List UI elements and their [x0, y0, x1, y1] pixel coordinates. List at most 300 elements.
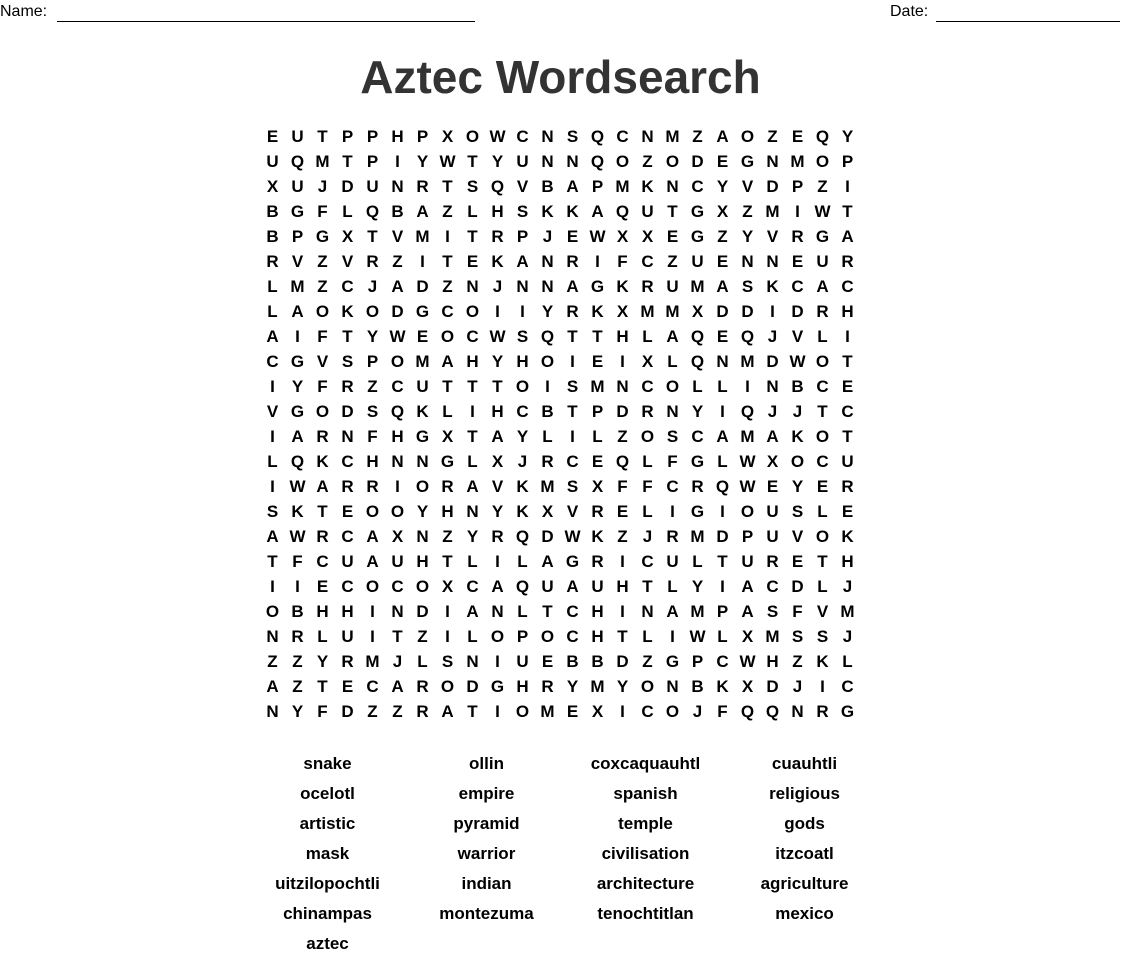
- grid-letter[interactable]: X: [391, 526, 404, 546]
- grid-letter[interactable]: E: [816, 476, 829, 496]
- grid-letter[interactable]: P: [591, 176, 604, 196]
- grid-letter[interactable]: O: [515, 376, 530, 396]
- grid-letter[interactable]: T: [492, 376, 503, 396]
- grid-letter[interactable]: R: [266, 251, 279, 271]
- grid-letter[interactable]: R: [341, 651, 354, 671]
- grid-letter[interactable]: O: [265, 601, 280, 621]
- grid-letter[interactable]: D: [791, 301, 804, 321]
- grid-letter[interactable]: D: [716, 301, 729, 321]
- grid-letter[interactable]: W: [589, 226, 606, 246]
- grid-letter[interactable]: D: [716, 526, 729, 546]
- grid-letter[interactable]: L: [642, 326, 653, 346]
- grid-letter[interactable]: H: [491, 401, 504, 421]
- grid-letter[interactable]: O: [465, 301, 480, 321]
- grid-letter[interactable]: M: [690, 601, 705, 621]
- grid-letter[interactable]: Z: [717, 226, 728, 246]
- grid-letter[interactable]: P: [591, 401, 604, 421]
- grid-letter[interactable]: D: [416, 276, 429, 296]
- grid-letter[interactable]: O: [640, 426, 655, 446]
- grid-letter[interactable]: H: [441, 501, 454, 521]
- grid-letter[interactable]: Z: [317, 251, 328, 271]
- grid-letter[interactable]: Y: [566, 676, 579, 696]
- grid-letter[interactable]: R: [491, 226, 504, 246]
- grid-letter[interactable]: O: [315, 401, 330, 421]
- grid-letter[interactable]: E: [666, 226, 679, 246]
- grid-letter[interactable]: U: [291, 126, 304, 146]
- grid-letter[interactable]: X: [716, 201, 729, 221]
- grid-letter[interactable]: I: [545, 376, 550, 396]
- grid-letter[interactable]: K: [541, 201, 554, 221]
- grid-letter[interactable]: I: [270, 576, 275, 596]
- grid-letter[interactable]: W: [289, 476, 306, 496]
- grid-letter[interactable]: U: [366, 176, 379, 196]
- grid-letter[interactable]: I: [620, 701, 625, 721]
- grid-letter[interactable]: C: [841, 401, 854, 421]
- grid-letter[interactable]: E: [716, 326, 729, 346]
- grid-letter[interactable]: P: [791, 176, 804, 196]
- grid-letter[interactable]: M: [415, 351, 430, 371]
- grid-letter[interactable]: M: [765, 626, 780, 646]
- grid-letter[interactable]: D: [741, 301, 754, 321]
- grid-letter[interactable]: Z: [442, 276, 453, 296]
- grid-letter[interactable]: D: [766, 176, 779, 196]
- grid-letter[interactable]: M: [740, 426, 755, 446]
- grid-letter[interactable]: R: [416, 676, 429, 696]
- grid-letter[interactable]: Y: [791, 476, 804, 496]
- grid-letter[interactable]: R: [766, 551, 779, 571]
- grid-letter[interactable]: G: [290, 351, 305, 371]
- grid-letter[interactable]: J: [367, 276, 378, 296]
- grid-letter[interactable]: C: [816, 451, 829, 471]
- grid-letter[interactable]: I: [395, 151, 400, 171]
- grid-letter[interactable]: P: [741, 526, 754, 546]
- grid-letter[interactable]: X: [266, 176, 279, 196]
- grid-letter[interactable]: J: [492, 276, 503, 296]
- grid-letter[interactable]: Q: [540, 326, 555, 346]
- grid-letter[interactable]: K: [416, 401, 429, 421]
- grid-letter[interactable]: O: [815, 151, 830, 171]
- grid-letter[interactable]: B: [541, 401, 554, 421]
- grid-letter[interactable]: M: [790, 151, 805, 171]
- grid-letter[interactable]: G: [690, 226, 705, 246]
- grid-letter[interactable]: U: [291, 176, 304, 196]
- grid-letter[interactable]: O: [665, 701, 680, 721]
- grid-letter[interactable]: K: [316, 451, 329, 471]
- grid-letter[interactable]: N: [616, 376, 629, 396]
- grid-letter[interactable]: V: [791, 526, 804, 546]
- grid-letter[interactable]: O: [515, 701, 530, 721]
- grid-letter[interactable]: T: [317, 501, 328, 521]
- grid-letter[interactable]: L: [642, 451, 653, 471]
- grid-letter[interactable]: A: [766, 426, 779, 446]
- grid-letter[interactable]: L: [667, 576, 678, 596]
- grid-letter[interactable]: R: [591, 551, 604, 571]
- grid-letter[interactable]: B: [266, 226, 279, 246]
- grid-letter[interactable]: O: [465, 126, 480, 146]
- grid-letter[interactable]: I: [445, 601, 450, 621]
- grid-letter[interactable]: S: [366, 401, 379, 421]
- grid-letter[interactable]: C: [366, 676, 379, 696]
- grid-letter[interactable]: S: [466, 176, 479, 196]
- grid-letter[interactable]: W: [439, 151, 456, 171]
- grid-letter[interactable]: V: [791, 326, 804, 346]
- grid-letter[interactable]: L: [667, 351, 678, 371]
- grid-letter[interactable]: F: [367, 426, 378, 446]
- grid-letter[interactable]: C: [841, 676, 854, 696]
- grid-letter[interactable]: D: [391, 301, 404, 321]
- grid-letter[interactable]: A: [416, 201, 429, 221]
- grid-letter[interactable]: O: [390, 351, 405, 371]
- grid-letter[interactable]: A: [366, 551, 379, 571]
- grid-letter[interactable]: A: [466, 601, 479, 621]
- grid-letter[interactable]: L: [467, 626, 478, 646]
- grid-letter[interactable]: A: [716, 276, 729, 296]
- grid-letter[interactable]: O: [740, 126, 755, 146]
- grid-letter[interactable]: H: [766, 651, 779, 671]
- grid-letter[interactable]: A: [491, 426, 504, 446]
- grid-letter[interactable]: M: [540, 476, 555, 496]
- grid-letter[interactable]: X: [766, 451, 779, 471]
- grid-letter[interactable]: T: [442, 251, 453, 271]
- grid-letter[interactable]: N: [641, 601, 654, 621]
- grid-letter[interactable]: Y: [416, 151, 429, 171]
- grid-letter[interactable]: Q: [590, 126, 605, 146]
- grid-letter[interactable]: H: [591, 601, 604, 621]
- grid-letter[interactable]: A: [716, 426, 729, 446]
- grid-letter[interactable]: N: [466, 651, 479, 671]
- grid-letter[interactable]: A: [391, 276, 404, 296]
- grid-letter[interactable]: V: [516, 176, 529, 196]
- grid-letter[interactable]: U: [816, 251, 829, 271]
- grid-letter[interactable]: R: [591, 501, 604, 521]
- grid-letter[interactable]: E: [616, 501, 629, 521]
- grid-letter[interactable]: Q: [615, 451, 630, 471]
- grid-letter[interactable]: S: [791, 501, 804, 521]
- grid-letter[interactable]: W: [739, 451, 756, 471]
- grid-letter[interactable]: L: [692, 551, 703, 571]
- grid-letter[interactable]: I: [495, 701, 500, 721]
- grid-letter[interactable]: C: [341, 276, 354, 296]
- grid-letter[interactable]: O: [665, 376, 680, 396]
- grid-letter[interactable]: T: [367, 226, 378, 246]
- grid-letter[interactable]: U: [841, 451, 854, 471]
- grid-letter[interactable]: H: [316, 601, 329, 621]
- grid-letter[interactable]: E: [791, 126, 804, 146]
- grid-letter[interactable]: T: [667, 201, 678, 221]
- grid-letter[interactable]: P: [291, 226, 304, 246]
- grid-letter[interactable]: K: [516, 476, 529, 496]
- grid-letter[interactable]: R: [341, 376, 354, 396]
- grid-letter[interactable]: R: [316, 426, 329, 446]
- grid-letter[interactable]: U: [266, 151, 279, 171]
- grid-letter[interactable]: O: [315, 301, 330, 321]
- grid-letter[interactable]: T: [317, 126, 328, 146]
- grid-letter[interactable]: X: [491, 451, 504, 471]
- grid-letter[interactable]: U: [541, 576, 554, 596]
- grid-letter[interactable]: R: [541, 676, 554, 696]
- grid-letter[interactable]: Q: [490, 176, 505, 196]
- grid-letter[interactable]: X: [641, 351, 654, 371]
- grid-letter[interactable]: W: [789, 351, 806, 371]
- grid-letter[interactable]: N: [466, 276, 479, 296]
- grid-letter[interactable]: X: [741, 626, 754, 646]
- grid-letter[interactable]: Y: [541, 301, 554, 321]
- grid-letter[interactable]: E: [416, 326, 429, 346]
- grid-letter[interactable]: L: [267, 301, 278, 321]
- grid-letter[interactable]: Z: [442, 201, 453, 221]
- grid-letter[interactable]: B: [391, 201, 404, 221]
- grid-letter[interactable]: Y: [491, 151, 504, 171]
- grid-letter[interactable]: A: [566, 576, 579, 596]
- grid-letter[interactable]: K: [791, 426, 804, 446]
- grid-letter[interactable]: H: [841, 551, 854, 571]
- grid-letter[interactable]: Y: [841, 126, 854, 146]
- grid-letter[interactable]: Y: [691, 401, 704, 421]
- grid-letter[interactable]: K: [641, 176, 654, 196]
- grid-letter[interactable]: P: [691, 651, 704, 671]
- grid-letter[interactable]: T: [567, 401, 578, 421]
- grid-letter[interactable]: L: [267, 451, 278, 471]
- grid-letter[interactable]: M: [590, 676, 605, 696]
- grid-letter[interactable]: Q: [615, 201, 630, 221]
- grid-letter[interactable]: D: [341, 176, 354, 196]
- grid-letter[interactable]: O: [815, 426, 830, 446]
- grid-letter[interactable]: F: [317, 376, 328, 396]
- grid-letter[interactable]: C: [641, 701, 654, 721]
- grid-letter[interactable]: U: [691, 251, 704, 271]
- grid-letter[interactable]: N: [766, 251, 779, 271]
- grid-letter[interactable]: H: [841, 301, 854, 321]
- grid-letter[interactable]: Q: [290, 451, 305, 471]
- grid-letter[interactable]: I: [845, 326, 850, 346]
- grid-letter[interactable]: E: [841, 376, 854, 396]
- grid-letter[interactable]: I: [620, 351, 625, 371]
- grid-letter[interactable]: W: [289, 526, 306, 546]
- grid-letter[interactable]: V: [291, 251, 304, 271]
- grid-letter[interactable]: Y: [291, 701, 304, 721]
- grid-letter[interactable]: Q: [290, 151, 305, 171]
- grid-letter[interactable]: R: [841, 251, 854, 271]
- grid-letter[interactable]: I: [420, 251, 425, 271]
- grid-letter[interactable]: B: [541, 176, 554, 196]
- grid-letter[interactable]: K: [291, 501, 304, 521]
- grid-letter[interactable]: N: [266, 626, 279, 646]
- grid-letter[interactable]: P: [516, 226, 529, 246]
- grid-letter[interactable]: K: [816, 651, 829, 671]
- grid-letter[interactable]: N: [791, 701, 804, 721]
- grid-letter[interactable]: T: [467, 701, 478, 721]
- grid-letter[interactable]: N: [666, 401, 679, 421]
- grid-letter[interactable]: L: [717, 376, 728, 396]
- grid-letter[interactable]: L: [467, 451, 478, 471]
- grid-letter[interactable]: R: [841, 476, 854, 496]
- grid-letter[interactable]: Z: [292, 676, 303, 696]
- grid-letter[interactable]: R: [366, 251, 379, 271]
- grid-letter[interactable]: F: [792, 601, 803, 621]
- grid-letter[interactable]: M: [615, 176, 630, 196]
- grid-letter[interactable]: H: [591, 626, 604, 646]
- grid-letter[interactable]: X: [441, 426, 454, 446]
- grid-letter[interactable]: L: [717, 626, 728, 646]
- grid-letter[interactable]: C: [566, 451, 579, 471]
- grid-letter[interactable]: A: [366, 526, 379, 546]
- grid-letter[interactable]: U: [341, 626, 354, 646]
- grid-letter[interactable]: C: [466, 326, 479, 346]
- grid-letter[interactable]: Y: [716, 176, 729, 196]
- grid-letter[interactable]: Y: [466, 526, 479, 546]
- grid-letter[interactable]: O: [815, 526, 830, 546]
- grid-letter[interactable]: M: [590, 376, 605, 396]
- grid-letter[interactable]: H: [416, 551, 429, 571]
- grid-letter[interactable]: B: [691, 676, 704, 696]
- grid-letter[interactable]: Q: [590, 151, 605, 171]
- grid-letter[interactable]: G: [290, 401, 305, 421]
- grid-letter[interactable]: L: [592, 426, 603, 446]
- grid-letter[interactable]: T: [842, 426, 853, 446]
- grid-letter[interactable]: Q: [815, 126, 830, 146]
- grid-letter[interactable]: O: [440, 676, 455, 696]
- grid-letter[interactable]: A: [841, 226, 854, 246]
- grid-letter[interactable]: H: [516, 351, 529, 371]
- grid-letter[interactable]: N: [766, 151, 779, 171]
- grid-letter[interactable]: T: [817, 401, 828, 421]
- grid-letter[interactable]: Z: [367, 376, 378, 396]
- grid-letter[interactable]: A: [741, 601, 754, 621]
- grid-letter[interactable]: S: [666, 426, 679, 446]
- grid-letter[interactable]: S: [741, 276, 754, 296]
- grid-letter[interactable]: I: [620, 601, 625, 621]
- grid-letter[interactable]: L: [642, 501, 653, 521]
- grid-letter[interactable]: Q: [365, 201, 380, 221]
- grid-letter[interactable]: Q: [715, 476, 730, 496]
- grid-letter[interactable]: F: [317, 701, 328, 721]
- grid-letter[interactable]: C: [566, 626, 579, 646]
- grid-letter[interactable]: J: [842, 626, 853, 646]
- grid-letter[interactable]: E: [266, 126, 279, 146]
- grid-letter[interactable]: I: [495, 551, 500, 571]
- grid-letter[interactable]: O: [365, 501, 380, 521]
- grid-letter[interactable]: Z: [667, 251, 678, 271]
- name-line[interactable]: [57, 21, 475, 22]
- grid-letter[interactable]: S: [516, 326, 529, 346]
- grid-letter[interactable]: T: [542, 601, 553, 621]
- grid-letter[interactable]: L: [267, 276, 278, 296]
- grid-letter[interactable]: V: [266, 401, 279, 421]
- grid-letter[interactable]: Z: [692, 126, 703, 146]
- grid-letter[interactable]: L: [817, 576, 828, 596]
- grid-letter[interactable]: C: [691, 426, 704, 446]
- grid-letter[interactable]: O: [415, 576, 430, 596]
- grid-letter[interactable]: D: [766, 351, 779, 371]
- grid-letter[interactable]: C: [816, 376, 829, 396]
- grid-letter[interactable]: E: [466, 251, 479, 271]
- grid-letter[interactable]: I: [470, 401, 475, 421]
- grid-letter[interactable]: A: [516, 251, 529, 271]
- grid-letter[interactable]: T: [817, 551, 828, 571]
- grid-letter[interactable]: X: [441, 126, 454, 146]
- grid-letter[interactable]: S: [566, 376, 579, 396]
- grid-letter[interactable]: M: [665, 301, 680, 321]
- grid-letter[interactable]: T: [467, 426, 478, 446]
- grid-letter[interactable]: U: [641, 201, 654, 221]
- grid-letter[interactable]: L: [817, 326, 828, 346]
- grid-letter[interactable]: O: [815, 351, 830, 371]
- grid-letter[interactable]: N: [666, 676, 679, 696]
- grid-letter[interactable]: G: [690, 451, 705, 471]
- grid-letter[interactable]: Z: [417, 626, 428, 646]
- grid-letter[interactable]: R: [291, 626, 304, 646]
- grid-letter[interactable]: D: [541, 526, 554, 546]
- grid-letter[interactable]: E: [841, 501, 854, 521]
- grid-letter[interactable]: W: [739, 476, 756, 496]
- grid-letter[interactable]: H: [366, 451, 379, 471]
- grid-letter[interactable]: Y: [741, 226, 754, 246]
- grid-letter[interactable]: E: [791, 251, 804, 271]
- grid-letter[interactable]: I: [620, 551, 625, 571]
- grid-letter[interactable]: A: [316, 476, 329, 496]
- grid-letter[interactable]: C: [516, 401, 529, 421]
- grid-letter[interactable]: L: [817, 501, 828, 521]
- grid-letter[interactable]: M: [290, 276, 305, 296]
- grid-letter[interactable]: L: [517, 551, 528, 571]
- grid-letter[interactable]: Y: [616, 676, 629, 696]
- grid-letter[interactable]: A: [666, 601, 679, 621]
- grid-letter[interactable]: A: [566, 276, 579, 296]
- grid-letter[interactable]: C: [641, 251, 654, 271]
- grid-letter[interactable]: W: [389, 326, 406, 346]
- grid-letter[interactable]: T: [467, 226, 478, 246]
- grid-letter[interactable]: J: [767, 326, 778, 346]
- grid-letter[interactable]: X: [591, 476, 604, 496]
- grid-letter[interactable]: G: [315, 226, 330, 246]
- grid-letter[interactable]: Z: [317, 276, 328, 296]
- grid-letter[interactable]: T: [442, 376, 453, 396]
- grid-letter[interactable]: L: [642, 626, 653, 646]
- grid-letter[interactable]: L: [342, 201, 353, 221]
- grid-letter[interactable]: A: [716, 126, 729, 146]
- grid-letter[interactable]: R: [691, 476, 704, 496]
- grid-letter[interactable]: N: [541, 126, 554, 146]
- grid-letter[interactable]: G: [440, 451, 455, 471]
- grid-letter[interactable]: I: [845, 176, 850, 196]
- grid-letter[interactable]: X: [691, 301, 704, 321]
- grid-letter[interactable]: D: [791, 576, 804, 596]
- grid-letter[interactable]: S: [441, 651, 454, 671]
- grid-letter[interactable]: S: [816, 626, 829, 646]
- grid-letter[interactable]: Y: [291, 376, 304, 396]
- grid-letter[interactable]: R: [566, 251, 579, 271]
- grid-letter[interactable]: I: [795, 201, 800, 221]
- grid-letter[interactable]: C: [641, 551, 654, 571]
- grid-letter[interactable]: T: [342, 151, 353, 171]
- grid-letter[interactable]: H: [391, 126, 404, 146]
- grid-letter[interactable]: I: [720, 576, 725, 596]
- grid-letter[interactable]: A: [666, 326, 679, 346]
- grid-letter[interactable]: M: [690, 526, 705, 546]
- grid-letter[interactable]: G: [415, 301, 430, 321]
- grid-letter[interactable]: Z: [367, 701, 378, 721]
- grid-letter[interactable]: F: [317, 201, 328, 221]
- grid-letter[interactable]: U: [591, 576, 604, 596]
- grid-letter[interactable]: J: [317, 176, 328, 196]
- grid-letter[interactable]: U: [766, 501, 779, 521]
- grid-letter[interactable]: K: [591, 526, 604, 546]
- grid-letter[interactable]: I: [445, 226, 450, 246]
- grid-letter[interactable]: Q: [515, 526, 530, 546]
- grid-letter[interactable]: C: [616, 126, 629, 146]
- grid-letter[interactable]: A: [591, 201, 604, 221]
- grid-letter[interactable]: A: [441, 701, 454, 721]
